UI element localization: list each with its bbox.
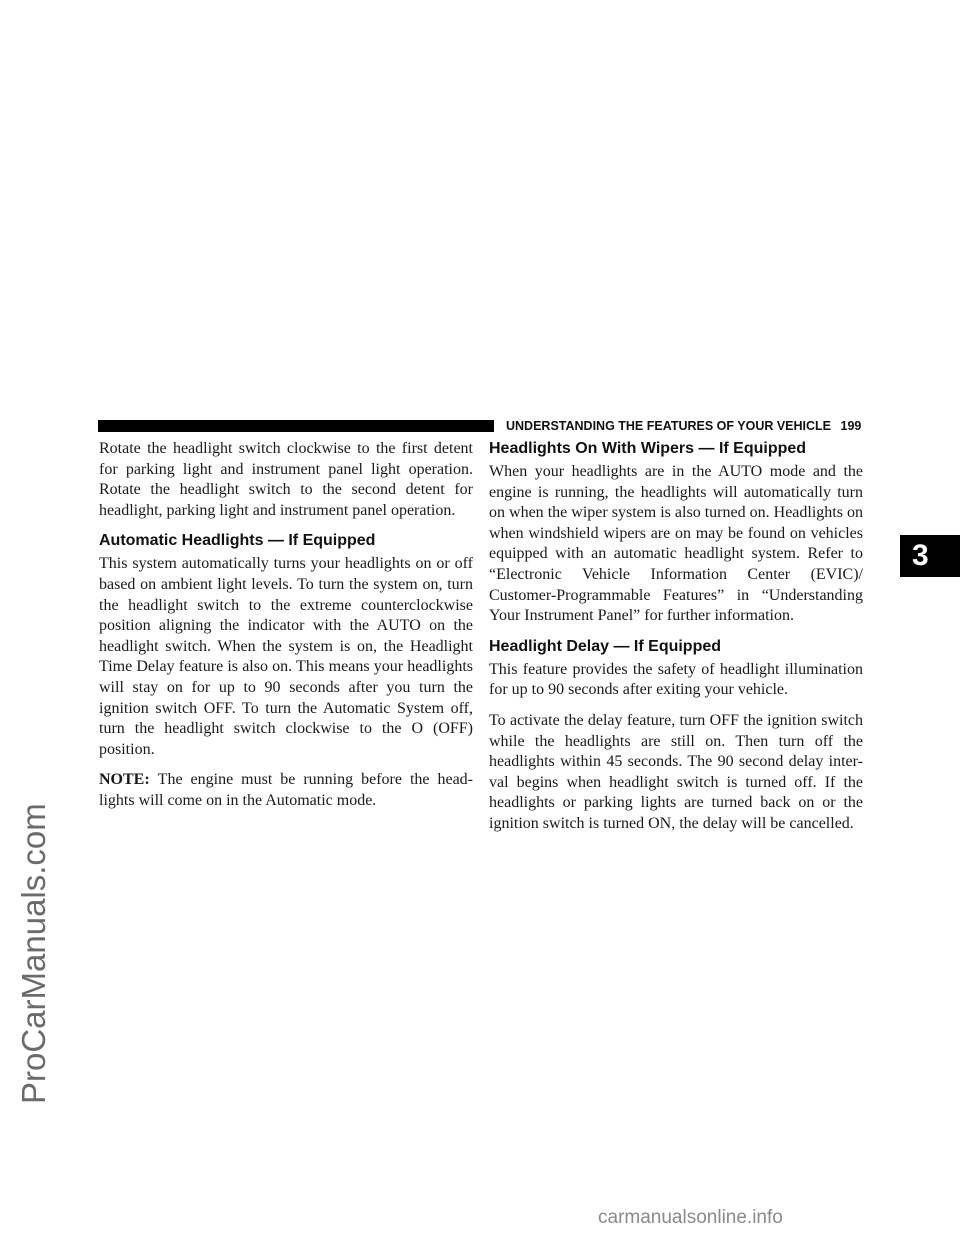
running-header — [506, 416, 878, 436]
heading-headlights-with-wipers: Headlights On With Wipers — If Equipped — [489, 440, 807, 457]
right-column — [489, 439, 863, 845]
watermark-carmanualsonline: carmanualsonline.info — [598, 1207, 783, 1228]
heading-automatic-headlights: Automatic Headlights — If Equipped — [99, 532, 376, 550]
watermark-procarmanuals: ProCarManuals.com — [15, 803, 52, 1104]
header-rule-bar — [98, 420, 494, 432]
automatic-headlights-paragraph: This system automatically turns your headlights on or off based on ambient light levels. To turn the system on, turn the headlight switch to the extreme counterclockwise position aligning the indicator with the AUTO on the headlight switch. When the system is on, the Headlight Time Delay feature is also on. This means your headlights will stay on for up to 90 seconds after you turn the ignition switch OFF. To turn the Automatic System off, turn the headlight switch clockwise to the O (OFF) position. — [99, 555, 473, 758]
page-number: 199 — [840, 419, 862, 433]
headlight-delay-paragraph-2: To activate the delay feature, turn OFF the ignition switch while the headlights are still on. Then turn off the headlights within 45 seconds. The 90 second delay inter-val begins when headlight switch is turned off. If the headlights or parking lights are turned back on or the ignition switch is turned ON, the delay will be cancelled. — [489, 711, 863, 832]
chapter-tab: 3 — [900, 535, 960, 577]
left-column — [99, 439, 473, 822]
heading-headlight-delay: Headlight Delay — If Equipped — [489, 637, 722, 655]
header-title: UNDERSTANDING THE FEATURES OF YOUR VEHICLE — [506, 419, 832, 433]
intro-paragraph: Rotate the headlight switch clockwise to the first detent for parking light and instrument panel light operation. Rotate the headlight switch to the second detent for headlight, parking light and instrument panel operation. — [99, 440, 473, 519]
headlight-delay-paragraph-1: This feature provides the safety of headlight illumination for up to 90 seconds after exiting your vehicle. — [489, 660, 863, 699]
note-label: NOTE: — [99, 771, 150, 789]
note-text: The engine must be running before the head-lights will come on in the Automatic mode. — [99, 771, 473, 809]
note-paragraph — [99, 770, 473, 811]
headlights-with-wipers-paragraph: When your headlights are in the AUTO mode and the engine is running, the headlights will automatically turn on when the wiper system is also turned on. Headlights on when windshield wipers are on may be found on vehicles equipped with an automatic headlight system. Refer to “Electronic Vehicle Information Center (EVIC)/ Customer-Programmable Features” in “Understanding Your Instrument Panel” for further information. — [489, 463, 863, 625]
